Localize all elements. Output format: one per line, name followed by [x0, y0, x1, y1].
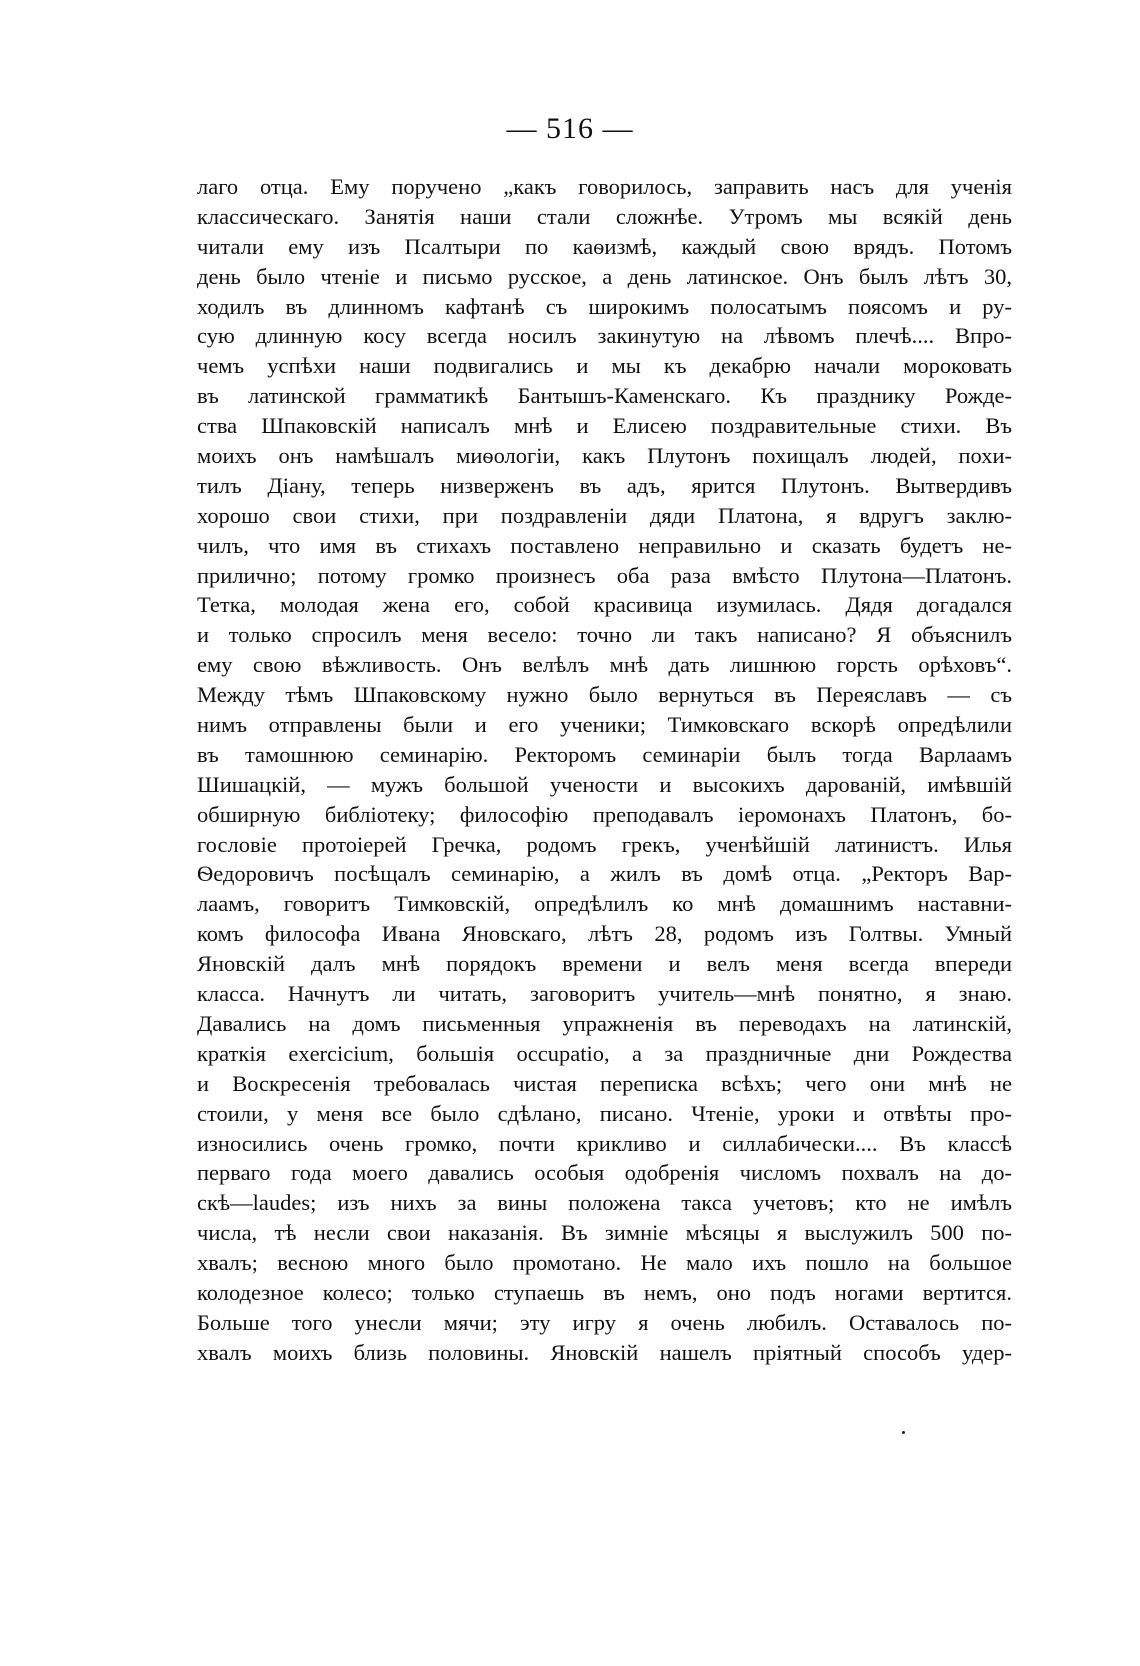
text-line: Ѳедоровичъ посѣщалъ семинарію, а жилъ въ домѣ отца. „Ректоръ Вар- — [197, 861, 1012, 887]
text-line: ства Шпаковскій написалъ мнѣ и Елисею поздравительные стихи. Въ — [197, 413, 1012, 439]
text-line: Между тѣмъ Шпаковскому нужно было вернуться въ Переяславъ — съ — [197, 682, 1012, 708]
text-line: Яновскій далъ мнѣ порядокъ времени и велъ меня всегда впереди — [197, 951, 1012, 977]
text-line: прилично; потому громко произнесъ оба раза вмѣсто Плутона—Платонъ. — [197, 562, 1012, 588]
text-line: Давались на домъ письменныя упражненія въ переводахъ на латинскій, — [197, 1010, 1012, 1036]
text-line: тилъ Діану, теперь низверженъ въ адъ, ярится Плутонъ. Вытвердивъ — [197, 472, 1012, 498]
text-line: въ латинской грамматикѣ Бантышъ-Каменскаго. Къ празднику Рожде- — [197, 383, 1012, 409]
text-line: износились очень громко, почти крикливо и силлабически.... Въ классѣ — [197, 1130, 1012, 1156]
text-line: день было чтеніе и письмо русское, а день латинское. Онъ былъ лѣтъ 30, — [197, 263, 1012, 289]
body-text — [197, 172, 1012, 1368]
text-line: комъ философа Ивана Яновскаго, лѣтъ 28, родомъ изъ Голтвы. Умный — [197, 921, 1012, 947]
text-line: скѣ—laudes; изъ нихъ за вины положена такса учетовъ; кто не имѣлъ — [197, 1190, 1012, 1216]
text-line: класса. Начнутъ ли читать, заговоритъ учитель—мнѣ понятно, я знаю. — [197, 981, 1012, 1007]
text-line: ходилъ въ длинномъ кафтанѣ съ широкимъ полосатымъ поясомъ и ру- — [197, 293, 1012, 319]
text-line: перваго года моего давались особыя одобренія числомъ похвалъ на до- — [197, 1160, 1012, 1186]
text-line: лаго отца. Ему поручено „какъ говорилось, заправить насъ для ученія — [197, 174, 1012, 199]
text-line: и только спросилъ меня весело: точно ли такъ написано? Я объяснилъ — [197, 622, 1012, 648]
page-number: — 516 — — [506, 112, 634, 145]
text-line: колодезное колесо; только ступаешь въ немъ, оно подъ ногами вертится. — [197, 1279, 1012, 1305]
text-line: моихъ онъ намѣшалъ миѳологіи, какъ Плутонъ похищалъ людей, похи- — [197, 443, 1012, 469]
text-line: Тетка, молодая жена его, собой красивица изумилась. Дядя догадался — [197, 592, 1012, 618]
text-line: лаамъ, говоритъ Тимковскій, опредѣлилъ ко мнѣ домашнимъ наставни- — [197, 891, 1012, 917]
text-line: стоили, у меня все было сдѣлано, писано. Чтеніе, уроки и отвѣты про- — [197, 1100, 1012, 1126]
text-line: обширную библіотеку; философію преподавалъ іеромонахъ Платонъ, бо- — [197, 801, 1012, 827]
text-line: гословіе протоіерей Гречка, родомъ грекъ, ученѣйшій латинистъ. Илья — [197, 831, 1012, 857]
text-line: ему свою вѣжливость. Онъ велѣлъ мнѣ дать лишнюю горсть орѣховъ“. — [197, 652, 1012, 678]
text-line: въ тамошнюю семинарію. Ректоромъ семинаріи былъ тогда Варлаамъ — [197, 741, 1012, 767]
text-line: Шишацкій, — мужъ большой учености и высокихъ дарованій, имѣвшій — [197, 771, 1012, 797]
text-line: читали ему изъ Псалтыри по каѳизмѣ, каждый свою врядъ. Потомъ — [197, 233, 1012, 259]
text-line: числа, тѣ несли свои наказанія. Въ зимніе мѣсяцы я выслужилъ 500 по- — [197, 1220, 1012, 1246]
text-line: нимъ отправлены были и его ученики; Тимковскаго вскорѣ опредѣлили — [197, 712, 1012, 738]
text-line: и Воскресенія требовалась чистая переписка всѣхъ; чего они мнѣ не — [197, 1070, 1012, 1096]
stray-mark — [902, 1431, 905, 1434]
text-line: классическаго. Занятія наши стали сложнѣе. Утромъ мы всякій день — [197, 203, 1012, 229]
text-line: хвалъ моихъ близь половины. Яновскій нашелъ пріятный способъ удер- — [197, 1339, 1012, 1365]
text-line: чилъ, что имя въ стихахъ поставлено неправильно и сказать будетъ не- — [197, 532, 1012, 558]
text-line: чемъ успѣхи наши подвигались и мы къ декабрю начали мороковать — [197, 353, 1012, 379]
text-line: хвалъ; весною много было промотано. Не мало ихъ пошло на большое — [197, 1250, 1012, 1276]
text-line: сую длинную косу всегда носилъ закинутую на лѣвомъ плечѣ.... Впро- — [197, 323, 1012, 349]
text-line: хорошо свои стихи, при поздравленіи дяди Платона, я вдругъ заклю- — [197, 502, 1012, 528]
text-line: Больше того унесли мячи; эту игру я очень любилъ. Оставалось по- — [197, 1309, 1012, 1335]
text-line: краткія exercicium, большія occupatio, а за праздничные дни Рождества — [197, 1040, 1012, 1066]
